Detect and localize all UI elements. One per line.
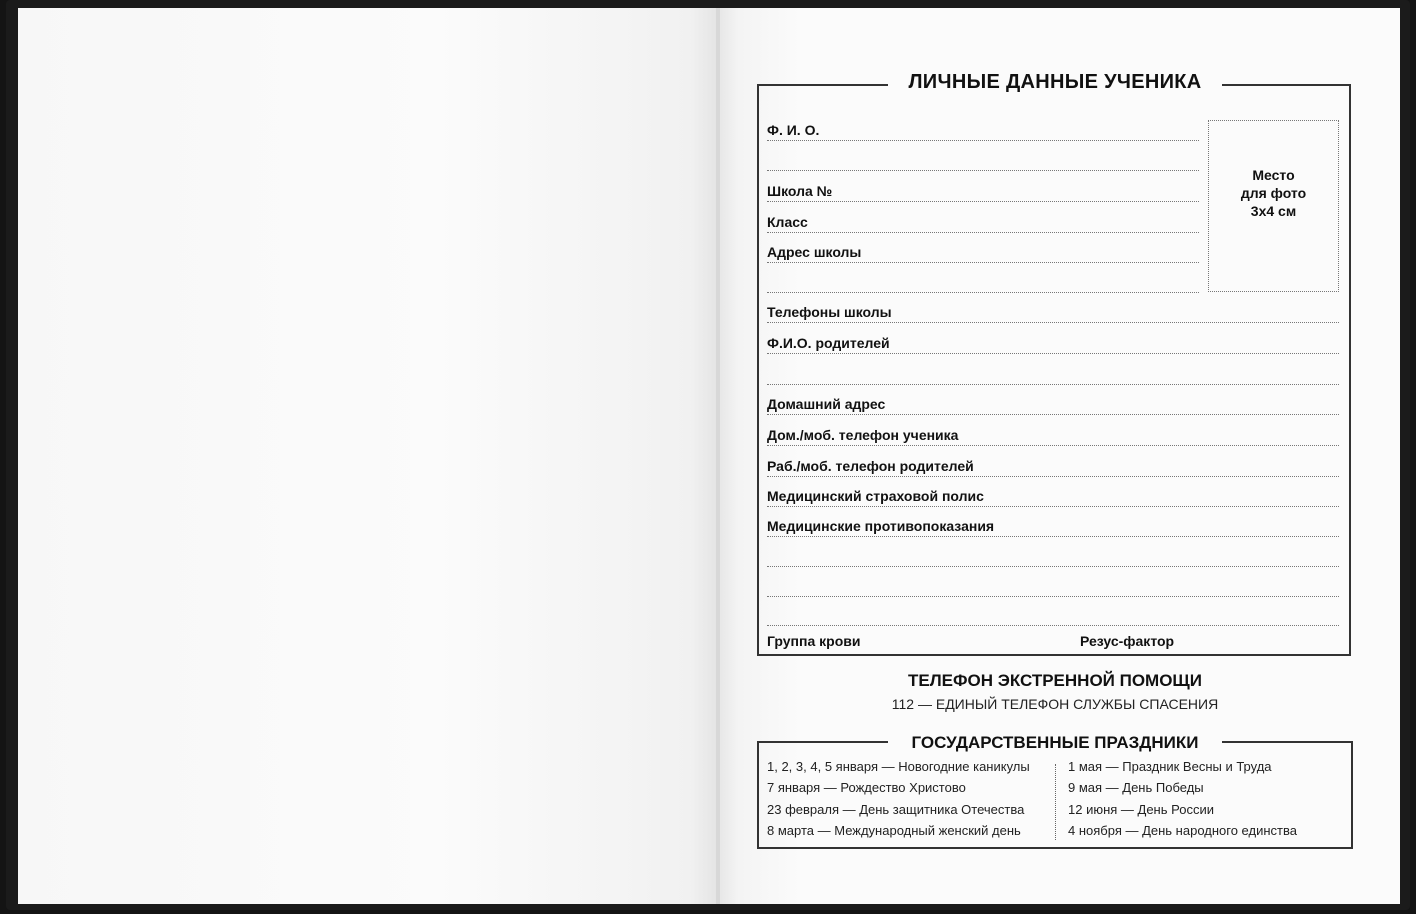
emergency-subtitle: 112 — ЕДИНЫЙ ТЕЛЕФОН СЛУЖБЫ СПАСЕНИЯ bbox=[891, 696, 1219, 712]
parents-phone-field[interactable] bbox=[767, 456, 1339, 477]
class-field[interactable] bbox=[767, 212, 1199, 233]
holiday-item: 8 марта — Международный женский день bbox=[767, 823, 1021, 838]
rh-factor-label: Резус-фактор bbox=[1080, 633, 1175, 649]
parents-phone-label: Раб./моб. телефон родителей bbox=[767, 458, 974, 474]
school-address-label: Адрес школы bbox=[767, 244, 862, 260]
contraindications-label: Медицинские противопоказания bbox=[767, 518, 995, 534]
holiday-item: 1, 2, 3, 4, 5 января — Новогодние каникулы bbox=[767, 759, 1030, 774]
school-label: Школа № bbox=[767, 183, 833, 199]
photo-label-line2: для фото bbox=[1240, 185, 1307, 201]
insurance-field[interactable] bbox=[767, 486, 1339, 507]
contraindications-line-4[interactable] bbox=[767, 605, 1339, 626]
holidays-divider bbox=[1055, 764, 1056, 840]
home-address-label: Домашний адрес bbox=[767, 396, 886, 412]
holiday-item: 9 мая — День Победы bbox=[1068, 780, 1204, 795]
fio-extra-line[interactable] bbox=[767, 150, 1199, 171]
student-phone-field[interactable] bbox=[767, 425, 1339, 446]
personal-data-title: ЛИЧНЫЕ ДАННЫЕ УЧЕНИКА bbox=[888, 68, 1222, 96]
photo-placeholder bbox=[1208, 120, 1339, 292]
parents-fio-extra-line[interactable] bbox=[767, 364, 1339, 385]
fio-label: Ф. И. О. bbox=[767, 122, 820, 138]
holiday-item: 4 ноября — День народного единства bbox=[1068, 823, 1297, 838]
contraindications-line-2[interactable] bbox=[767, 546, 1339, 567]
holiday-item: 7 января — Рождество Христово bbox=[767, 780, 966, 795]
parents-fio-label: Ф.И.О. родителей bbox=[767, 335, 890, 351]
holiday-item: 12 июня — День России bbox=[1068, 802, 1214, 817]
page-gutter bbox=[716, 8, 720, 904]
school-address-extra-line[interactable] bbox=[767, 272, 1199, 293]
holiday-item: 23 февраля — День защитника Отечества bbox=[767, 802, 1025, 817]
photo-label-line3: 3x4 см bbox=[1250, 203, 1297, 219]
left-blank-page bbox=[18, 8, 718, 904]
parents-fio-field[interactable] bbox=[767, 333, 1339, 354]
emergency-title: ТЕЛЕФОН ЭКСТРЕННОЙ ПОМОЩИ bbox=[908, 671, 1202, 690]
school-address-field[interactable] bbox=[767, 242, 1199, 263]
school-field[interactable] bbox=[767, 181, 1199, 202]
home-address-field[interactable] bbox=[767, 394, 1339, 415]
class-label: Класс bbox=[767, 214, 808, 230]
insurance-label: Медицинский страховой полис bbox=[767, 488, 984, 504]
blood-group-label: Группа крови bbox=[767, 633, 861, 649]
school-phones-label: Телефоны школы bbox=[767, 304, 892, 320]
holidays-title: ГОСУДАРСТВЕННЫЕ ПРАЗДНИКИ bbox=[888, 732, 1222, 754]
student-phone-label: Дом./моб. телефон ученика bbox=[767, 427, 959, 443]
contraindications-line-3[interactable] bbox=[767, 576, 1339, 597]
photo-label-line1: Место bbox=[1252, 167, 1295, 183]
school-phones-field[interactable] bbox=[767, 302, 1339, 323]
holiday-item: 1 мая — Праздник Весны и Труда bbox=[1068, 759, 1272, 774]
contraindications-field[interactable] bbox=[767, 516, 1339, 537]
fio-field[interactable] bbox=[767, 120, 1199, 141]
